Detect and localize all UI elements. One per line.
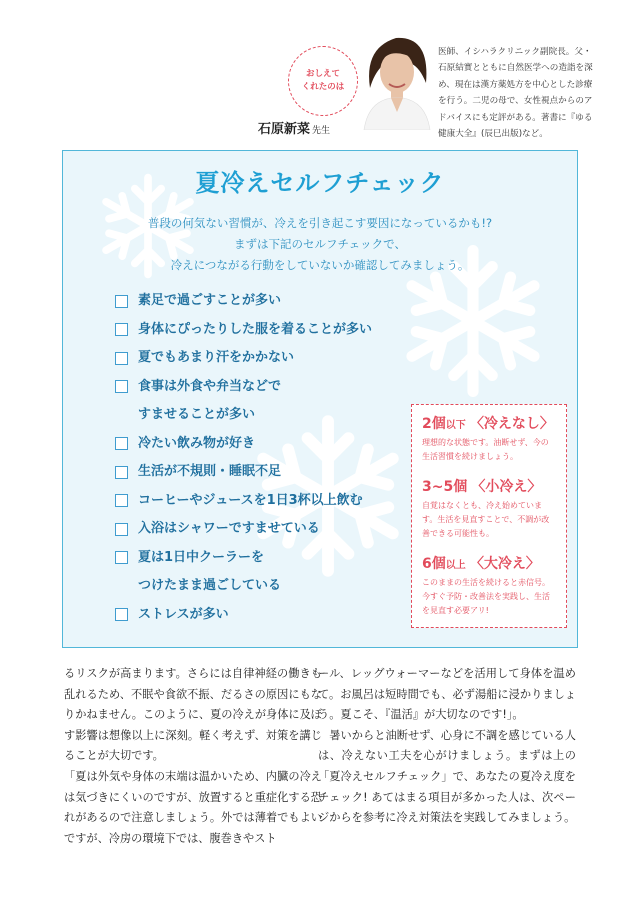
doctor-name: 石原新菜 先生 bbox=[258, 122, 331, 137]
result-description: 自覚はなくとも、冷え始めています。生活を見直すことで、不調が改善できる可能性も。 bbox=[422, 501, 550, 538]
checkbox-icon[interactable] bbox=[115, 323, 128, 336]
checkbox-icon[interactable] bbox=[115, 380, 128, 393]
body-column-right bbox=[318, 664, 576, 829]
checklist-item[interactable]: 身体にぴったりした服を着ることが多い bbox=[115, 316, 372, 345]
self-check-panel bbox=[62, 150, 578, 648]
result-description: 理想的な状態です。油断せず、今の生活習慣を続けましょう。 bbox=[422, 438, 549, 461]
checklist-item[interactable]: ストレスが多い bbox=[115, 601, 372, 630]
body-paragraph: 「夏は外気や身体の末端は温かいため、内臓の冷えは気づきにくいのですが、放置すると重症化する恐れがあるので注意しましょう。外では薄着でもよいですが、冷房の環境下では、腹巻きやスト bbox=[64, 769, 322, 845]
intro-line: まずは下記のセルフチェックで、 bbox=[234, 237, 406, 251]
body-paragraph: るリスクが高まります。さらには自律神経の働きも乱れるため、不眠や食欲不振、だるさの原因にもなりかねません。このように、夏の冷えが身体に及ぼす影響は想像以上に深刻。軽く考えず、対策を講じることが大切です。 bbox=[64, 667, 322, 763]
checklist-item-continued: つけたまま過ごしている bbox=[138, 578, 282, 593]
badge-line-1: おしえて bbox=[305, 69, 340, 79]
body-column-left bbox=[64, 664, 322, 849]
checkbox-icon[interactable] bbox=[115, 523, 128, 536]
badge-line-2: くれたのは bbox=[301, 82, 345, 92]
checklist-item[interactable]: 夏でもあまり汗をかかない bbox=[115, 344, 372, 373]
result-heading: 2個以下 〈冷えなし〉 bbox=[422, 416, 554, 432]
checkbox-icon[interactable] bbox=[115, 466, 128, 479]
intro-line: 冷えにつながる行動をしていないか確認してみましょう。 bbox=[170, 258, 470, 272]
result-box bbox=[411, 404, 567, 628]
checklist-item[interactable]: 夏は1日中クーラーを bbox=[115, 544, 372, 573]
intro-text bbox=[63, 213, 577, 276]
doctor-bio: 医師、イシハラクリニック副院長。父・石原結實とともに自然医学への造詣を深め、現在は漢方薬処方を中心とした診療を行う。二児の母で、女性視点からのアドバイスにも定評がある。著書に『ゆる健康大全』(辰巳出版)など。 bbox=[438, 47, 593, 140]
checkbox-icon[interactable] bbox=[115, 437, 128, 450]
checkbox-icon[interactable] bbox=[115, 295, 128, 308]
checklist-item-continued: すませることが多い bbox=[138, 407, 256, 422]
checklist-item[interactable]: 素足で過ごすことが多い bbox=[115, 287, 372, 316]
result-description: このままの生活を続けると赤信号。今すぐ予防・改善法を実践し、生活を見直す必要アリ! bbox=[422, 578, 550, 615]
checkbox-icon[interactable] bbox=[115, 608, 128, 621]
intro-line: 普段の何気ない習慣が、冷えを引き起こす要因になっているかも!? bbox=[147, 216, 493, 230]
checklist-item[interactable]: 冷たい飲み物が好き bbox=[115, 430, 372, 459]
doctor-photo bbox=[360, 28, 434, 130]
checklist-item[interactable]: コーヒーやジュースを1日3杯以上飲む bbox=[115, 487, 372, 516]
checklist-item[interactable]: 生活が不規則・睡眠不足 bbox=[115, 458, 372, 487]
checklist bbox=[115, 287, 372, 629]
intro-badge bbox=[288, 46, 358, 116]
result-heading: 6個以上 〈大冷え〉 bbox=[422, 556, 540, 572]
checkbox-icon[interactable] bbox=[115, 551, 128, 564]
page-title: 夏冷えセルフチェック bbox=[195, 169, 445, 197]
checklist-item[interactable]: 食事は外食や弁当などで bbox=[115, 373, 372, 402]
body-paragraph: 暑いからと油断せず、心身に不調を感じている人は、冷えない工夫を心がけましょう。まずは上の「夏冷えセルフチェック」で、あなたの夏冷え度をチェック! あてはまる項目が多かった人は、次ページからを参考に冷え対策法を実践してみましょう。 bbox=[318, 728, 576, 825]
result-heading: 3~5個 〈小冷え〉 bbox=[422, 479, 542, 495]
checkbox-icon[interactable] bbox=[115, 494, 128, 507]
body-paragraph: ール、レッグウォーマーなどを活用して身体を温めて。お風呂は短時間でも、必ず湯船に浸かりましょう。夏こそ、『温活』が大切なのです!」。 bbox=[318, 667, 576, 722]
checkbox-icon[interactable] bbox=[115, 352, 128, 365]
checklist-item[interactable]: 入浴はシャワーですませている bbox=[115, 515, 372, 544]
